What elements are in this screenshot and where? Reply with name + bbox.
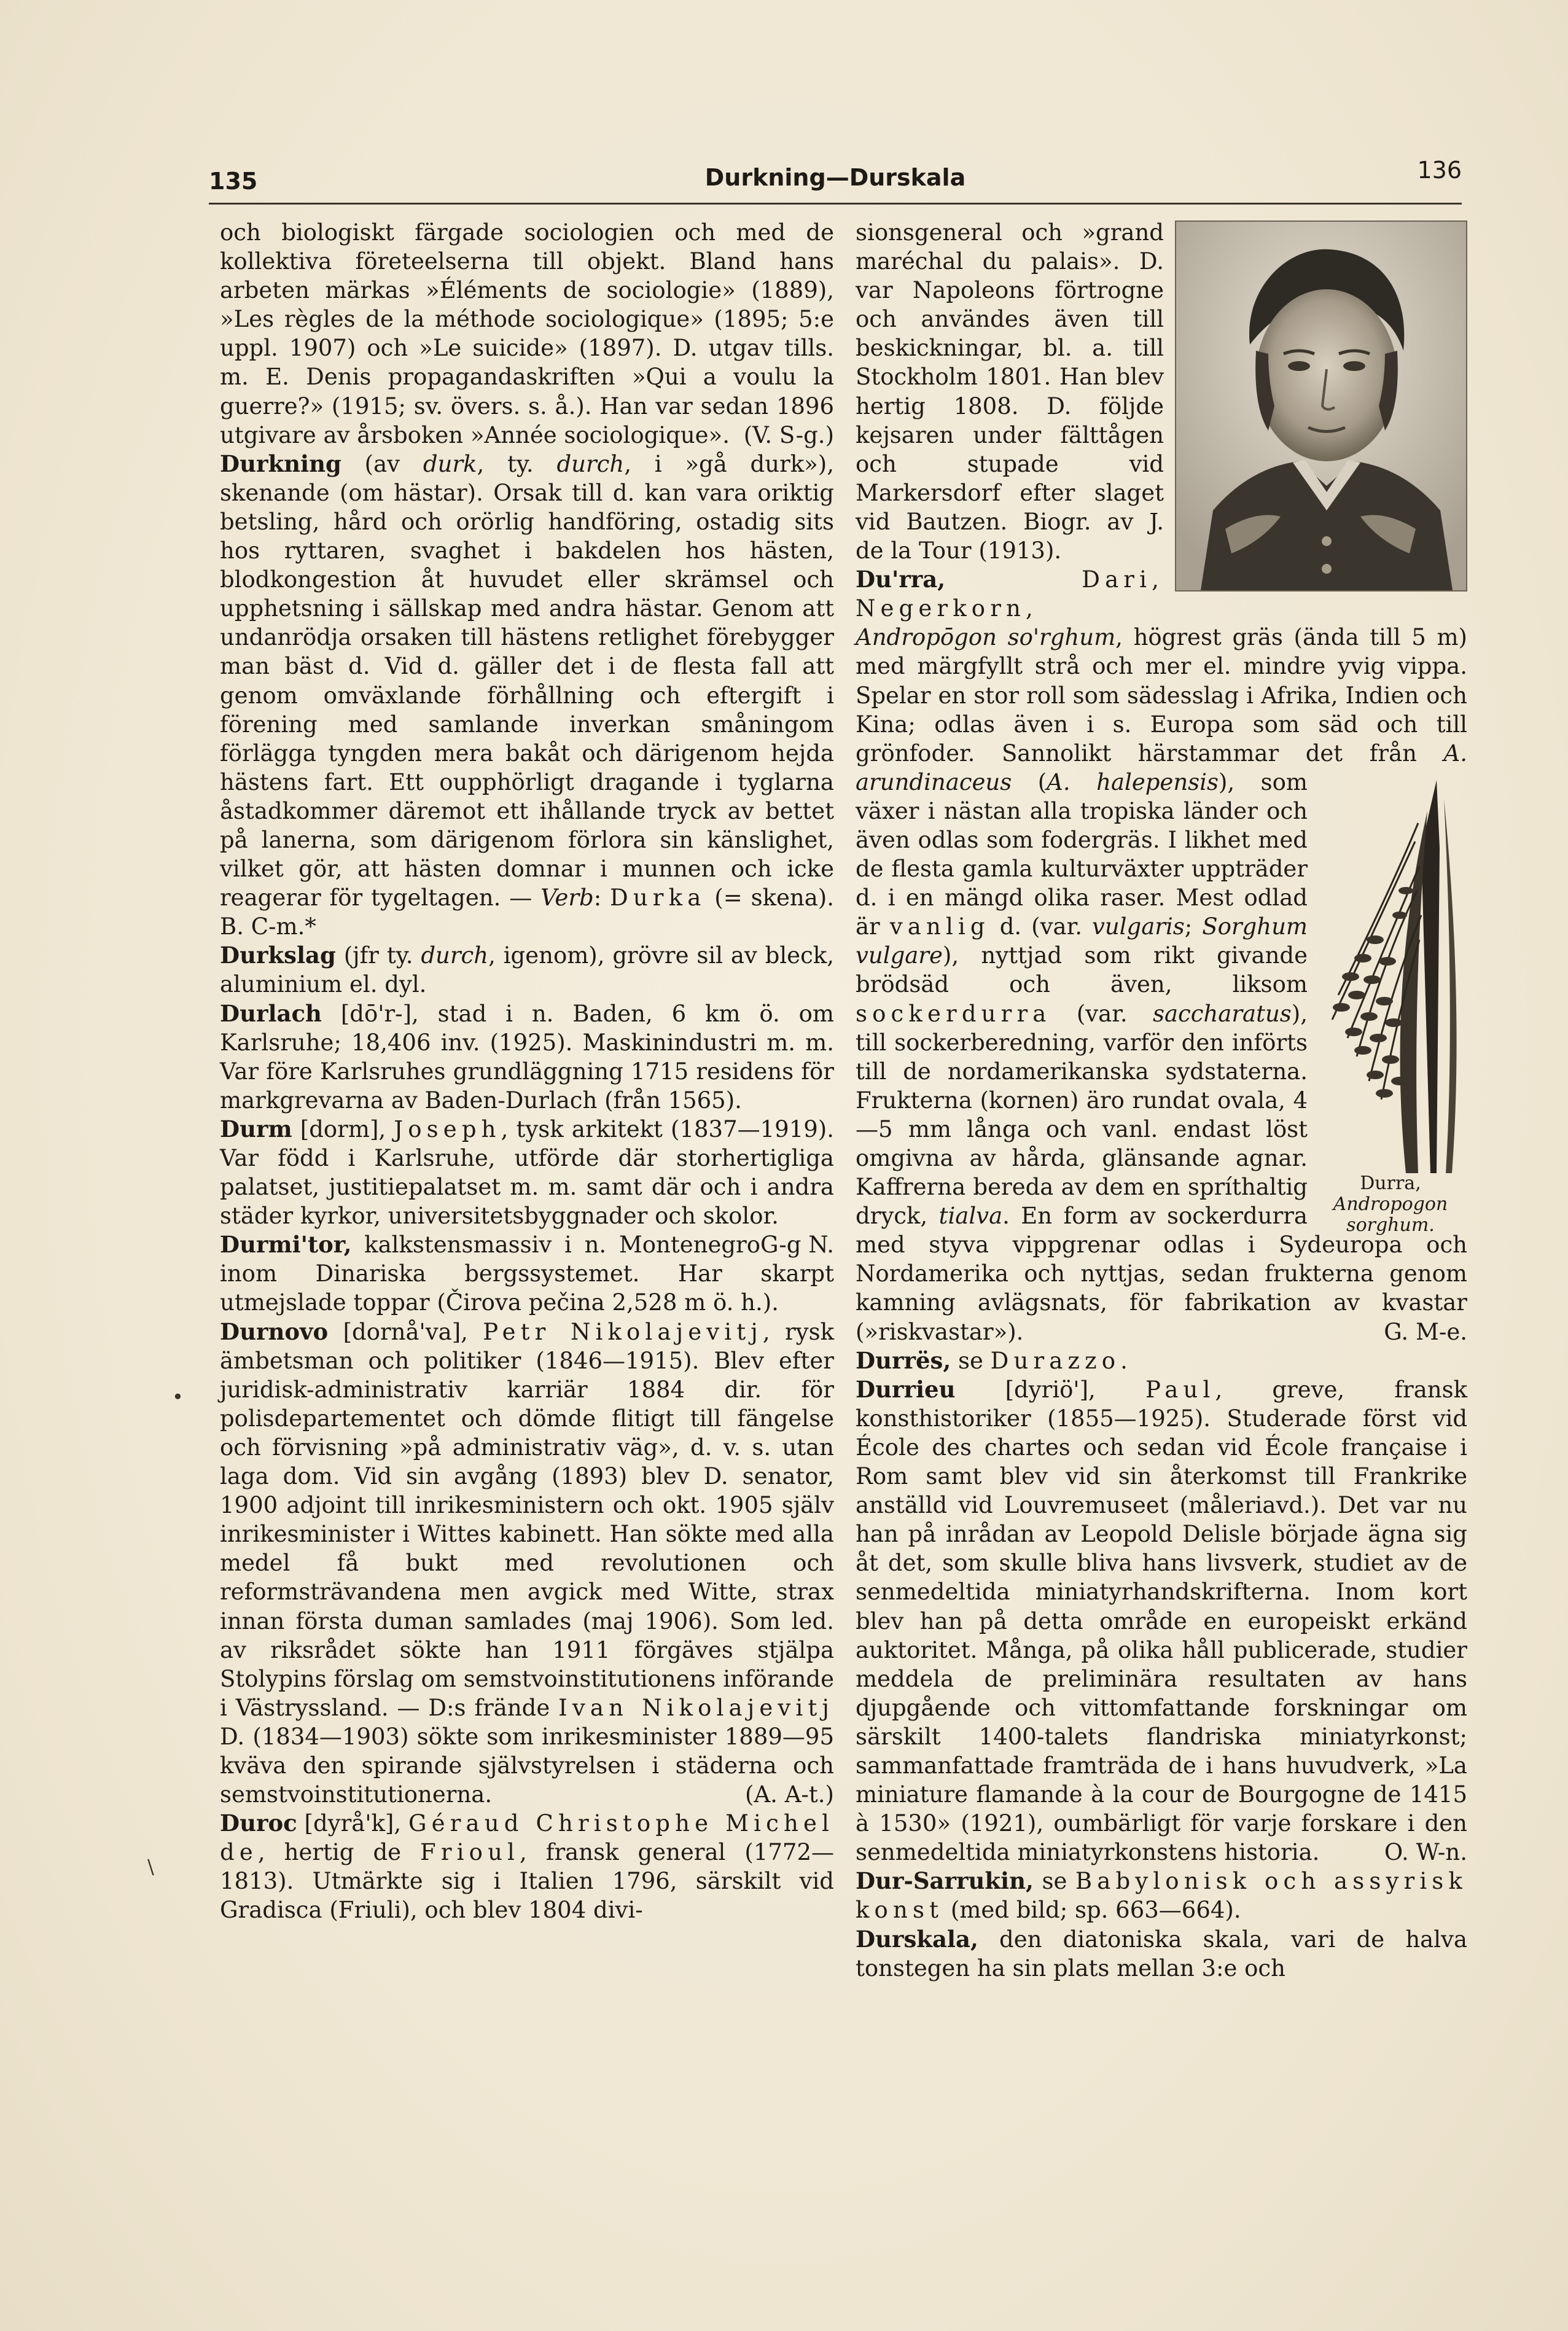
author-signature: (V. S-g.)	[743, 421, 834, 448]
headword: Du'rra,	[856, 566, 946, 593]
headword: Durmi'tor,	[220, 1231, 352, 1259]
entry-duroc: Duroc [dyrå'k], Géraud Christophe Michel de, hertig de Frioul, fransk general (1772—1813). Utmärkte sig i Italien 1796, särskilt vid Gradisca (Friuli), och blev 1804 divi-	[220, 1810, 834, 1924]
entry-dur-sarrukin: Dur-Sarrukin, se Babylonisk och assyrisk konst (med bild; sp. 663—664).	[856, 1867, 1467, 1924]
duroc-portrait-image	[1175, 221, 1467, 592]
page-header	[209, 157, 1462, 200]
headword: Duroc	[220, 1810, 297, 1837]
left-page-number: 135	[209, 168, 258, 195]
header-rule	[209, 203, 1462, 205]
plant-caption: Durra, Andropogon sorghum.	[1333, 1172, 1448, 1236]
cross-reference: Babylonisk och assyrisk konst	[856, 1868, 1467, 1924]
left-column	[220, 218, 834, 1925]
headword: Durskala,	[856, 1925, 978, 1953]
headword: Durkning	[220, 450, 341, 477]
headword: Durnovo	[220, 1318, 329, 1345]
headword: Durlach	[220, 999, 322, 1027]
author-signature: O. W-n.	[1384, 1839, 1467, 1866]
entry-durmitor: Durmi'tor, kalkstensmassiv i n. Montenegro inom Dinariska bergssystemet. Har skarpt utmejslade toppar (Čirova pečina 2,528 m ö. h.).	[220, 1231, 834, 1316]
headword: Durkslag	[220, 942, 336, 969]
right-page-number: 136	[1417, 157, 1462, 184]
entry-durkning: Durkning (av durk, ty. durch, i »gå durk»), skenande (om hästar). Orsak till d. kan vara oriktig betsling, hård och orörlig handföring, ostadig sits hos ryttaren, svaghet i bakdelen hos hästen, blodkongestion åt huvudet eller skrämsel och upphetsning i sällskap med andra hästar. Genom att undanrödja orsaken till hästens retlighet förebygger man bäst d. Vid d. gäller det i de flesta fall att genom omväxlande förhållning och eftergift i förening med samlande inverkan småningom förlägga tyngden mera bakåt och därigenom hejda hästens fart. Ett oupphörligt dragande i tyglarna åstadkommer däremot ett ihållande tryck av bettet på lanerna, som därigenom förlora sin känslighet, vilket gör, att hästen domnar i munnen och icke reagerar för tygeltagen. — Verb: Durka (= skena). B. C-m.*	[220, 450, 835, 940]
margin-dot: •	[172, 1385, 184, 1408]
headword: Durrës,	[856, 1346, 951, 1374]
entry-duroc-continued: sionsgeneral och »grand maréchal du palais». D. var Napoleons förtrogne och användes även till beskickningar, bl. a. till Stockholm 1801. Han blev hertig 1808. D. följde kejsaren under fälttågen och stupade vid Markersdorf efter slaget vid Bautzen. Biogr. av J. de la Tour (1913).	[856, 219, 1164, 564]
entry-durm: Durm [dorm], Joseph, tysk arkitekt (1837—1919). Var född i Karlsruhe, utförde där storhertigliga palatset, justitiepalatset m. m. samt där och i andra städer kyrkor, universitetsbyggnader och skolor. G-g N.	[220, 1115, 834, 1230]
margin-backslash: \	[147, 1855, 154, 1878]
durra-plant-illustration	[1314, 774, 1467, 1236]
author-signature: G. M-e.	[1384, 1318, 1467, 1345]
entry-durskala: Durskala, den diatoniska skala, vari de halva tonstegen ha sin plats mellan 3:e och	[856, 1925, 1467, 1982]
portrait-engraving	[1176, 222, 1466, 590]
headword: Durm	[220, 1115, 292, 1142]
entry-durnovo: Durnovo [dornå'va], Petr Nikolajevitj, rysk ämbetsman och politiker (1846—1915). Blev efter juridisk-administrativ karriär 1884 dir. för polisdepartementet och dömde flitigt till fängelse och förvisning »på administrativ väg», d. v. s. utan laga dom. Vid sin avgång (1893) blev D. senator, 1900 adjoint till inrikesministern och okt. 1905 själv inrikesminister i Wittes kabinett. Han sökte med alla medel få bukt med revolutionen och reformsträvandena men avgick med Witte, strax innan första duman samlades (maj 1906). Som led. av riksrådet sökte han 1911 förgäves stjälpa Stolypins förslag om semstvoinstitutionens införande i Västryssland. — D:s frände Ivan Nikolajevitj D. (1834—1903) sökte som inrikesminister 1889—95 kväva den spirande självstyrelsen i städerna och semstvoinstitutionerna. (A. A-t.)	[220, 1318, 834, 1810]
entry-durres: Durrës, se Durazzo.	[856, 1346, 1128, 1374]
author-signature: (A. A-t.)	[745, 1781, 834, 1808]
entry-durrieu: Durrieu [dyriö'], Paul, greve, fransk konsthistoriker (1855—1925). Studerade först vid École des chartes och sedan vid École française i Rom samt blev vid sin återkomst till Frankrike anställd vid Louvremuseet (måleriavd.). Det var nu han på inrådan av Leopold Delisle började ägna sig åt det, som skulle bliva hans livsverk, studiet av de senmedeltida miniatyrhandskrifterna. Inom kort blev han på detta område en europeiskt erkänd auktoritet. Många, på olika håll publicerade, studier meddela de preliminära resultaten av hans djupgående och vittomfattande forskningar om särskilt 1400-talets flandriska miniatyrkonst; sammanfattade framträda de i hans huvudverk, »La miniature flamande à la cour de Bourgogne de 1415 à 1530» (1921), oumbärligt för varje forskare i den senmedeltida miniatyrkonstens historia. O. W-n.	[856, 1375, 1467, 1867]
headword: Dur-Sarrukin,	[856, 1867, 1034, 1895]
right-column	[856, 218, 1467, 1983]
author-signature: G-g N.	[760, 1232, 834, 1259]
entry-durkheim-continued: och biologiskt färgade sociologien och med de kollektiva företeelserna till objekt. Bland hans arbeten märkas »Éléments de sociologie» (1889), »Les règles de la méthode sociologique» (1895; 5:e uppl. 1907) och »Le suicide» (1897). D. utgav tills. m. E. Denis propagandaskriften »Qui a voulu la guerre?» (1915; sv. övers. s. å.). Han var sedan 1896 utgivare av årsboken »Année sociologique». (V. S-g.)	[220, 218, 834, 450]
entry-durlach: Durlach [dō'r-], stad i n. Baden, 6 km ö. om Karlsruhe; 18,406 inv. (1925). Maskinindustri m. m. Var före Karlsruhes grundläggning 1715 residens för markgrevarna av Baden-Durlach (från 1565).	[220, 999, 834, 1114]
entry-durkslag: Durkslag (jfr ty. durch, igenom), grövre sil av bleck, aluminium el. dyl.	[220, 942, 834, 998]
sorghum-engraving	[1314, 774, 1467, 1173]
running-title: Durkning—Durskala	[704, 164, 966, 191]
cross-reference: Durazzo	[990, 1347, 1121, 1374]
entry-durra: Du'rra, Dari, Negerkorn, Andropōgon so'rghum, högrest gräs (ända till 5 m) med märgfyllt strå och mer el. mindre yvig vippa. Spelar en stor roll som sädesslag i Afrika, Indien och Kina; odlas även i s. Europa som säd och till grönfoder. Sannolikt härstammar det från Durra, Andropogon sorghum. A. arundinaceus (A. halepensis), som växer i nästan alla tropiska länder och även odlas som fodergräs. I likhet med de flesta gamla kulturväxter uppträder d. i en mängd olika raser. Mest odlad är vanlig d. (var. vulgaris; Sorghum vulgare), nyttjad som rikt givande brödsäd och även, liksom sockerdurra (var. saccharatus), till sockerberedning, varför den införts till de nordamerikanska sydstaterna. Frukterna (kornen) äro rundat ovala, 4—5 mm långa och vanl. endast löst omgivna av hårda, glänsande agnar. Kaffrerna bereda av dem en spríthaltig dryck, tialva. En form av sockerdurra med styva vippgrenar odlas i Sydeuropa och Nordamerika och nyttjas, sedan frukterna genom kamning avlägsnats, för fabrikation av kvastar (»riskvastar»). G. M-e.	[856, 565, 1467, 1346]
headword: Durrieu	[856, 1375, 956, 1403]
